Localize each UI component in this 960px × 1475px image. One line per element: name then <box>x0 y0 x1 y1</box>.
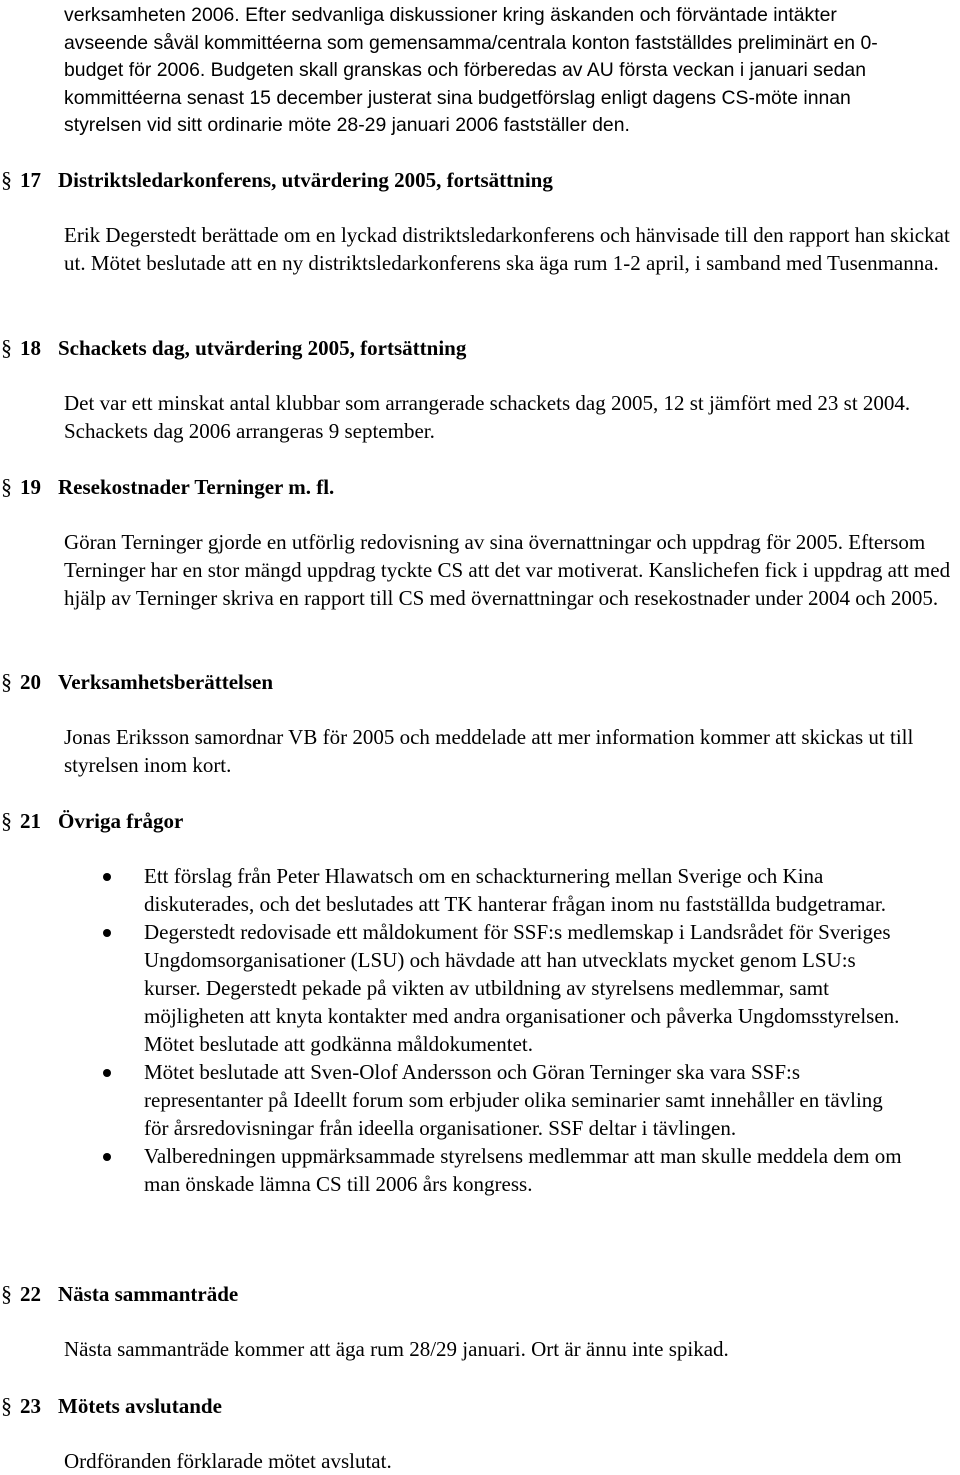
section-title: Schackets dag, utvärdering 2005, fortsättning <box>58 336 467 360</box>
bullet-list <box>0 862 960 1198</box>
intro-line: budget för 2006. Budgeten skall granskas och förberedas av AU första veckan i januari sedan <box>64 59 866 81</box>
section-19 <box>0 472 960 612</box>
section-title: Resekostnader Terninger m. fl. <box>58 475 335 499</box>
section-title: Mötets avslutande <box>58 1394 222 1418</box>
section-21 <box>0 806 960 1198</box>
list-item-text: Mötet beslutade att Sven-Olof Andersson och Göran Terninger ska vara SSF:s representanter på Ideellt forum som erbjuder olika seminarier samt innehåller en tävling för årsredovisningar från ideella organisationer. SSF deltar i tävlingen. <box>144 1060 883 1140</box>
list-item-text: Ett förslag från Peter Hlawatsch om en schackturnering mellan Sverige och Kina diskuterades, och det beslutades att TK hanterar frågan inom nu fastställda budgetramar. <box>144 864 886 916</box>
section-body: Göran Terninger gjorde en utförlig redovisning av sina övernattningar och uppdrag för 2005. Eftersom Terninger har en stor mängd uppdrag tyckte CS att det var motiverat. Kanslichefen fick i uppdrag att med hjälp av Terninger skriva en rapport till CS med övernattningar och resekostnader under 2004 och 2005. <box>64 530 951 610</box>
section-23 <box>0 1391 960 1475</box>
section-18 <box>0 333 960 445</box>
section-mark: § <box>1 335 12 360</box>
intro-line: verksamheten 2006. Efter sedvanliga diskussioner kring äskanden och förväntade intäkter <box>64 4 837 26</box>
list-item <box>0 1142 904 1198</box>
intro-line: styrelsen vid sitt ordinarie möte 28-29 januari 2006 fastställer den. <box>64 114 630 136</box>
section-mark: § <box>1 167 12 192</box>
section-20 <box>0 667 960 779</box>
section-heading <box>0 1279 960 1309</box>
bullet-icon <box>103 873 111 881</box>
section-title: Övriga frågor <box>58 809 184 833</box>
intro-line: kommittéerna senast 15 december justerat sina budgetförslag enligt dagens CS-möte innan <box>64 86 851 109</box>
section-number: 23 <box>20 1394 41 1418</box>
section-heading <box>0 667 960 697</box>
section-body: Jonas Eriksson samordnar VB för 2005 och meddelade att mer information kommer att skickas ut till styrelsen inom kort. <box>64 725 914 777</box>
section-body: Nästa sammanträde kommer att äga rum 28/29 januari. Ort är ännu inte spikad. <box>64 1337 729 1361</box>
section-heading <box>0 333 960 363</box>
section-title: Distriktsledarkonferens, utvärdering 2005, fortsättning <box>58 168 553 192</box>
section-title: Nästa sammanträde <box>58 1282 239 1306</box>
section-number: 21 <box>20 809 41 833</box>
section-heading <box>0 472 960 502</box>
intro-paragraph <box>64 2 954 140</box>
section-body: Erik Degerstedt berättade om en lyckad distriktsledarkonferens och hänvisade till den rapport han skickat ut. Mötet beslutade att en ny distriktsledarkonferens ska äga rum 1-2 april, i samband med Tusenmanna. <box>64 223 950 275</box>
section-number: 22 <box>20 1282 41 1306</box>
section-mark: § <box>1 1281 12 1306</box>
intro-line: avseende såväl kommittéerna som gemensamma/centrala konton fastställdes preliminärt en 0- <box>64 31 878 54</box>
list-item-text: Degerstedt redovisade ett måldokument för SSF:s medlemskap i Landsrådet för Sveriges Ungdomsorganisationer (LSU) och hävdade att han utvecklats mycket genom LSU:s kurser. Degerstedt pekade på vikten av utbildning av styrelsens medlemmar, samt möjligheten att knyta kontakter med andra organisationer och påverka Ungdomsstyrelsen. Mötet beslutade att godkänna måldokumentet. <box>144 920 900 1056</box>
section-17 <box>0 165 960 277</box>
list-item-text: Valberedningen uppmärksammade styrelsens medlemmar att man skulle meddela dem om man önskade lämna CS till 2006 års kongress. <box>144 1144 902 1196</box>
section-title: Verksamhetsberättelsen <box>58 670 274 694</box>
section-mark: § <box>1 474 12 499</box>
section-number: 17 <box>20 168 41 192</box>
section-number: 18 <box>20 336 41 360</box>
bullet-icon <box>103 1069 111 1077</box>
bullet-icon <box>103 929 111 937</box>
section-number: 19 <box>20 475 41 499</box>
list-item <box>0 862 904 918</box>
list-item <box>0 918 904 1058</box>
section-mark: § <box>1 669 12 694</box>
section-heading <box>0 1391 960 1421</box>
section-number: 20 <box>20 670 41 694</box>
section-body: Det var ett minskat antal klubbar som arrangerade schackets dag 2005, 12 st jämfört med 23 st 2004. Schackets dag 2006 arrangeras 9 september. <box>64 391 911 443</box>
list-item <box>0 1058 904 1142</box>
section-22 <box>0 1279 960 1363</box>
section-heading <box>0 806 960 836</box>
section-heading <box>0 165 960 195</box>
bullet-icon <box>103 1153 111 1161</box>
section-mark: § <box>1 1393 12 1418</box>
section-mark: § <box>1 808 12 833</box>
section-body: Ordföranden förklarade mötet avslutat. <box>64 1449 392 1473</box>
